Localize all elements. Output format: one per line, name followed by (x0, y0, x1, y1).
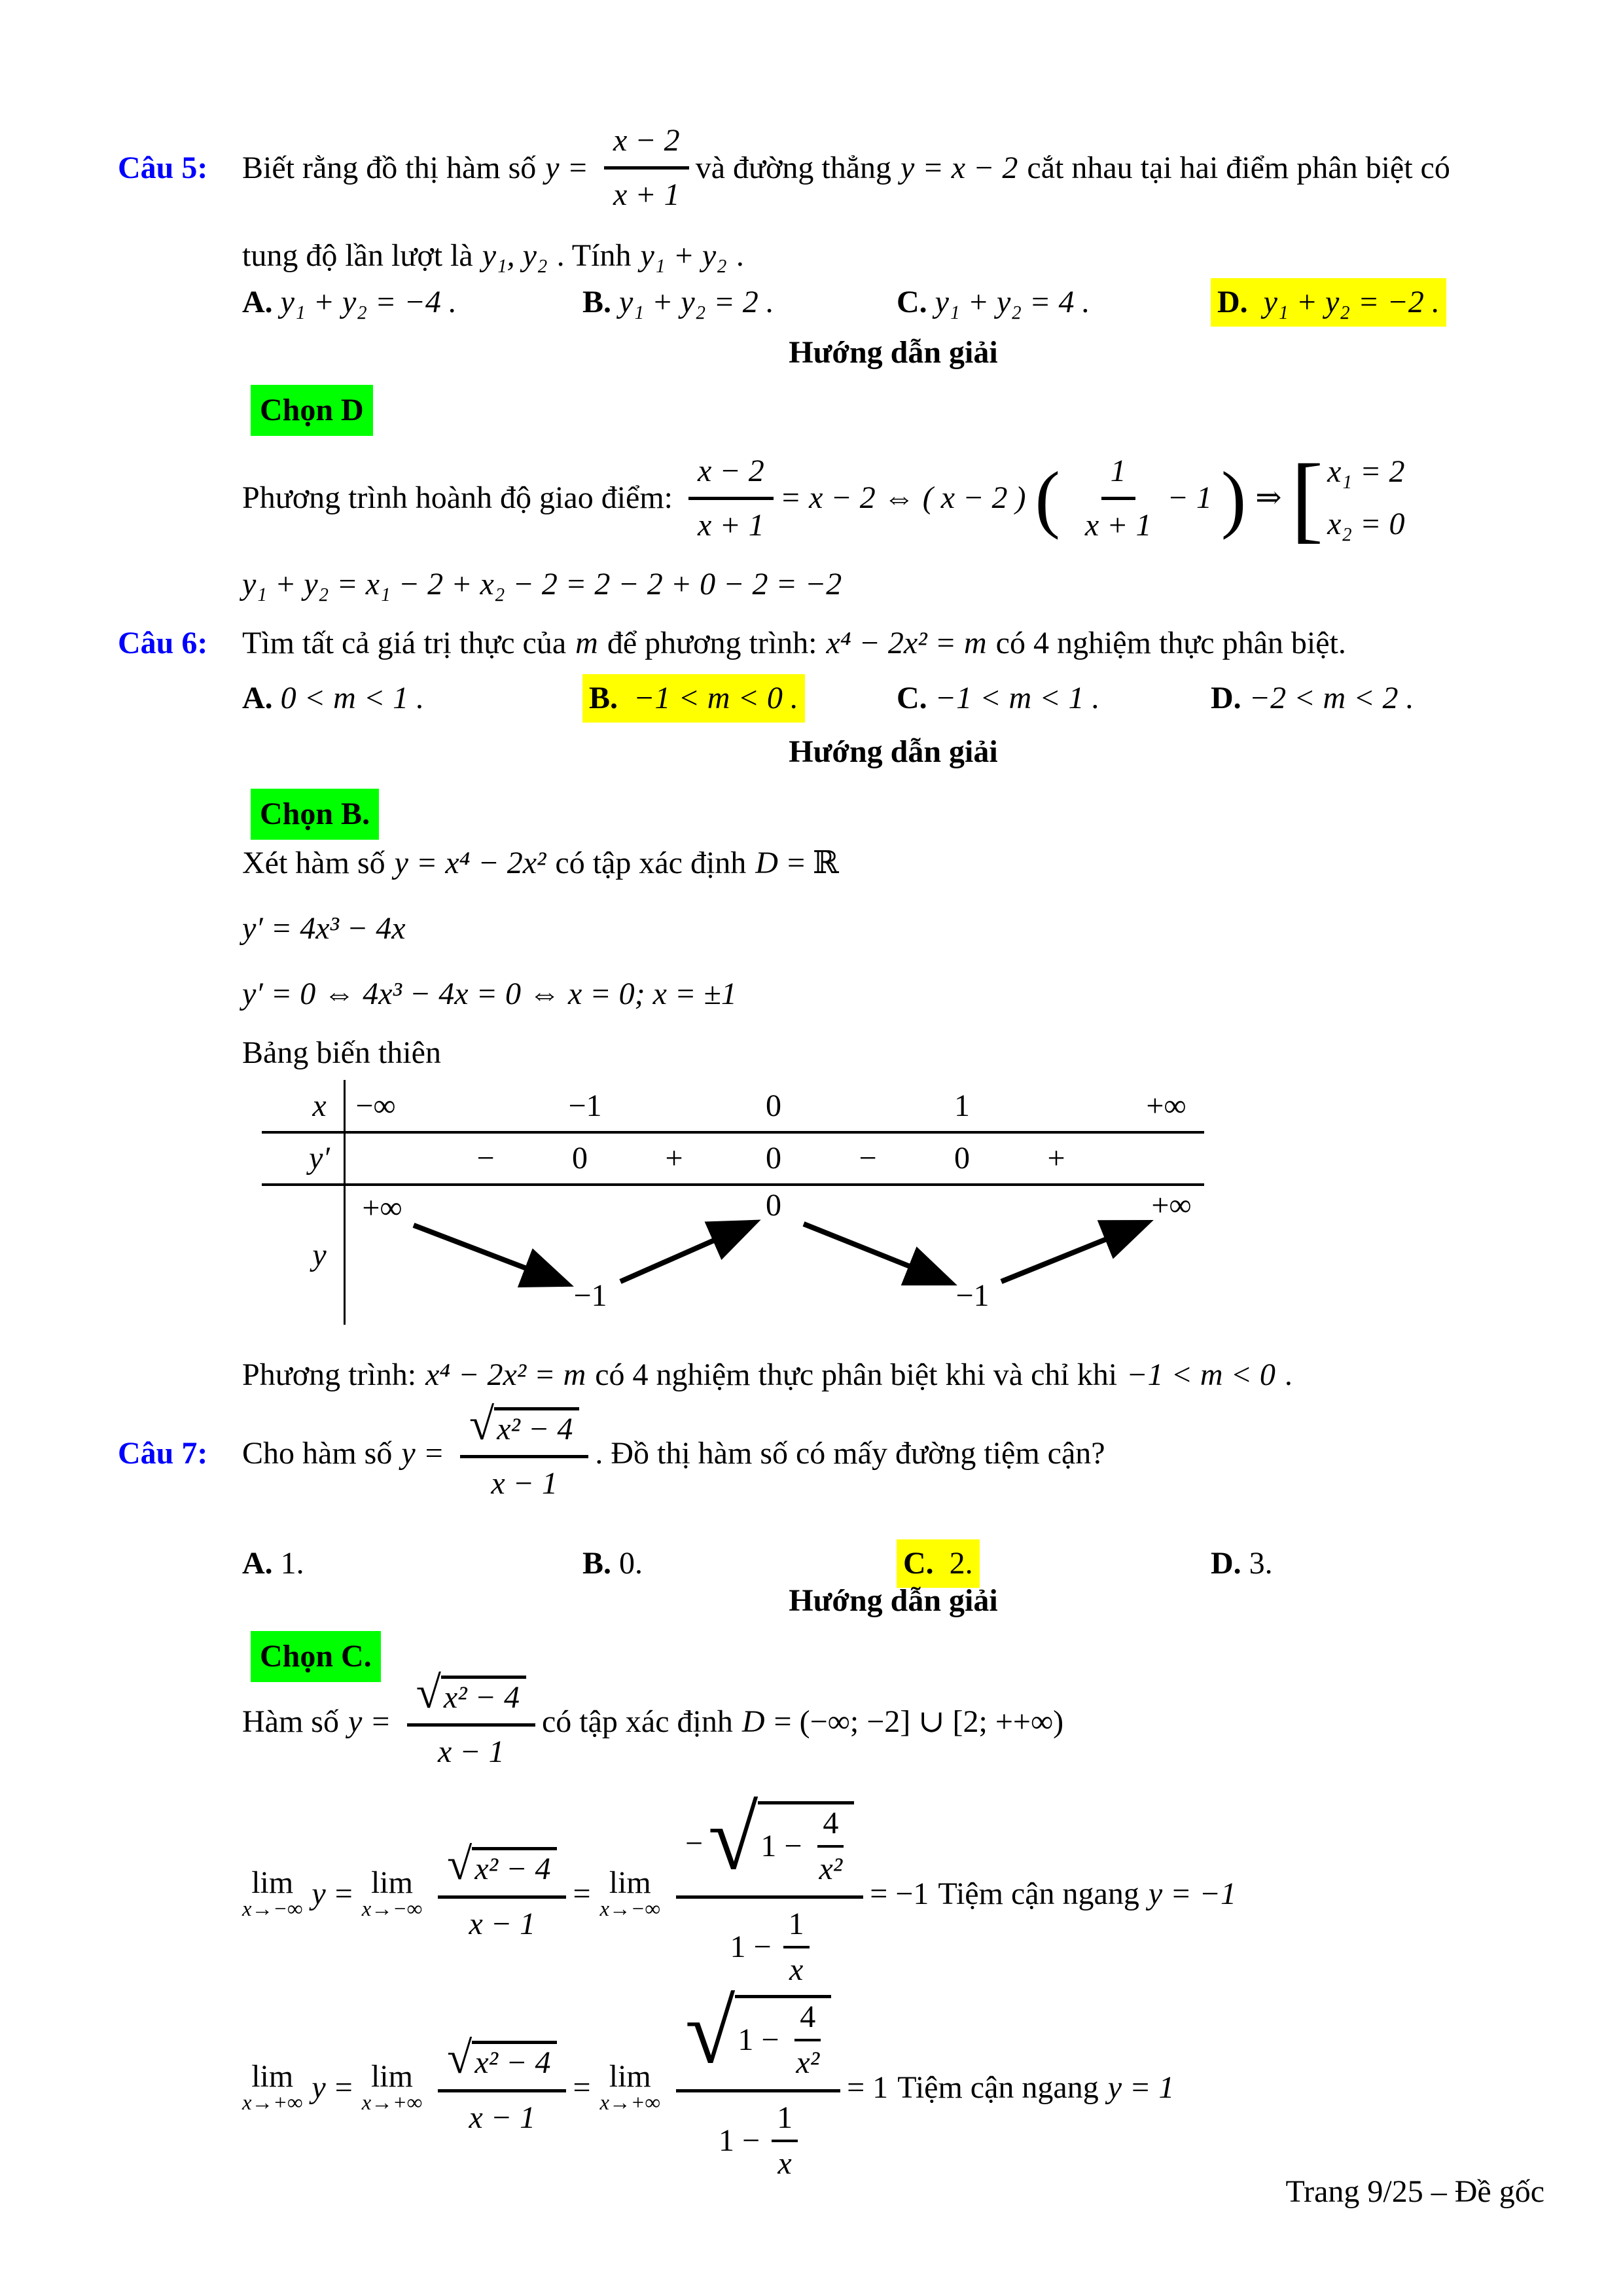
bbt-x-value: −1 (568, 1088, 602, 1123)
option-key: C. (897, 285, 927, 319)
square-root (685, 1982, 831, 2083)
fraction-denominator (709, 2092, 807, 2181)
q6-concl-inequality: −1 < m < 0 (1126, 1357, 1275, 1392)
limit-operator (242, 2061, 302, 2114)
inner-fraction (772, 2102, 798, 2181)
q5-choice (251, 385, 373, 436)
option-text: −1 < m < 0 . (633, 681, 798, 715)
q7-limit-line-pos (242, 1982, 1183, 2181)
q5-option-c (897, 282, 1211, 323)
bbt-yprime-sign: − (859, 1140, 877, 1175)
q6-option-a (242, 678, 582, 719)
q6-stem-b: để phương trình: (607, 626, 817, 660)
bbt-yprime-label: y′ (309, 1140, 330, 1175)
q5-stem2-sum: y₁ + y₂ (640, 238, 727, 273)
big-fraction (676, 1788, 863, 1988)
choice-highlight: Chọn C. (251, 1631, 381, 1682)
q7-stem-b: . Đồ thị hàm số có mấy đường tiệm cận? (595, 1436, 1105, 1471)
q7-stem (118, 1399, 1115, 1501)
q5-stem2-end: . (736, 238, 744, 273)
y-variable: y (312, 1876, 326, 1911)
choice-highlight: Chọn D (251, 385, 373, 436)
q7-limit-line-neg (242, 1788, 1245, 1988)
q6-concl-end: . (1284, 1357, 1293, 1392)
fraction-denominator: x + 1 (698, 507, 764, 543)
limit-result: = −1 (870, 1876, 929, 1911)
fraction-numerator: 1 (1101, 455, 1135, 500)
lim-word: lim (251, 2059, 294, 2094)
q5-line-equation: y = x − 2 (901, 150, 1018, 185)
bbt-y-value: −1 (955, 1278, 990, 1313)
bbt-x-value: 1 (954, 1088, 970, 1123)
bbt-y-value: +∞ (1151, 1187, 1192, 1223)
fraction-numerator (438, 2033, 566, 2092)
option-key: B. (582, 285, 612, 319)
q7-stem-a: Cho hàm số (242, 1436, 393, 1471)
answer-highlight (582, 674, 805, 723)
bbt-yprime-sign: − (476, 1140, 495, 1175)
q7-sol1-a: Hàm số (242, 1704, 339, 1740)
q7-solution-heading: Hướng dẫn giải (789, 1583, 998, 1618)
equals-sign: = (334, 2070, 353, 2105)
q7-label: Câu 7: (118, 1436, 208, 1471)
fraction-numerator: 1 (772, 2102, 798, 2142)
asymptote-text: Tiệm cận ngang (897, 2070, 1099, 2105)
fraction-numerator (407, 1668, 535, 1727)
q5-sol-mid: = x − 2 ⇔ ( x − 2 ) (779, 480, 1026, 516)
page-footer: Trang 9/25 – Đề gốc (1285, 2174, 1544, 2209)
inner-fraction (813, 1807, 847, 1886)
bbt-yprime-sign: + (665, 1140, 683, 1175)
choice-highlight: Chọn B. (251, 789, 379, 840)
q6-sol1-equation: y = x⁴ − 2x² (394, 846, 546, 880)
option-key: D. (1211, 681, 1241, 715)
fraction-denominator: x² (819, 1852, 843, 1887)
option-key: A. (242, 681, 273, 715)
q6-sol1-domain: = ℝ (787, 846, 839, 880)
cases-bracket: [ (1291, 444, 1324, 552)
q5-stem-line2 (242, 236, 753, 276)
q7-option-b (582, 1543, 897, 1584)
lim-subscript: x→+∞ (242, 2091, 303, 2115)
lim-subscript: x→−∞ (599, 1897, 660, 1922)
bbt-yprime-sign: 0 (954, 1140, 970, 1175)
square-root (447, 1839, 557, 1890)
q5-stem2-y12: y₁, y₂ (482, 238, 548, 273)
fraction (438, 1839, 566, 1941)
option-text: y₁ + y₂ = −4 . (280, 285, 457, 319)
radical-sign: √ (685, 1982, 736, 2083)
fraction-denominator: x (789, 1952, 804, 1988)
option-key: C. (903, 1546, 934, 1581)
one-minus: 1 − (718, 2123, 760, 2158)
case-2: x₂ = 0 (1327, 507, 1405, 542)
option-text: −1 < m < 1 . (935, 681, 1100, 715)
fraction-numerator (438, 1839, 566, 1898)
fraction-numerator: 1 (783, 1908, 810, 1948)
option-text: y₁ + y₂ = 2 . (619, 285, 774, 319)
q7-sol-fraction (407, 1668, 535, 1770)
q7-sol-line1 (242, 1668, 1073, 1770)
implies-arrow: ⇒ (1255, 480, 1282, 516)
equals-sign: = (334, 1876, 353, 1911)
big-left-paren: ( (1035, 456, 1060, 541)
radicand: x² − 4 (441, 1676, 526, 1714)
fraction-denominator: x + 1 (1084, 507, 1152, 543)
one-minus: 1 − (738, 2022, 779, 2058)
option-text: 0. (619, 1546, 643, 1581)
option-text: −2 < m < 2 . (1249, 681, 1414, 715)
inner-fraction (791, 2001, 825, 2080)
fraction-numerator: x − 2 (688, 455, 774, 500)
big-fraction (676, 1982, 840, 2181)
bbt-yprime-sign: + (1047, 1140, 1065, 1175)
lim-word: lim (251, 1865, 294, 1901)
option-text: 2. (949, 1546, 973, 1581)
lim-word: lim (609, 1865, 651, 1901)
q5-stem-fraction (604, 124, 689, 212)
q7-option-a (242, 1543, 582, 1584)
q6-sol1-b: có tập xác định (555, 846, 747, 880)
radical-sign: √ (447, 2033, 473, 2084)
q7-y-equals: y = (401, 1436, 445, 1471)
q5-solution-heading: Hướng dẫn giải (789, 335, 998, 370)
fraction-denominator: x − 1 (469, 1906, 536, 1941)
q6-stem-m: m (575, 626, 598, 660)
limit-result: = 1 (847, 2070, 889, 2105)
q6-conclusion (242, 1355, 1302, 1395)
q6-label: Câu 6: (118, 626, 208, 660)
q5-stem-mid: và đường thẳng (695, 150, 892, 185)
option-text: y₁ + y₂ = 4 . (935, 285, 1090, 319)
variation-table (262, 1080, 1204, 1329)
limit-operator (362, 2061, 422, 2114)
option-key: A. (242, 1546, 273, 1581)
lim-word: lim (370, 1865, 413, 1901)
fraction-denominator: x − 1 (469, 2100, 536, 2135)
case-1: x₁ = 2 (1327, 454, 1405, 489)
option-key: D. (1217, 285, 1248, 319)
q7-sol1-b: có tập xác định (541, 1704, 733, 1740)
q5-inner-tail: − 1 (1167, 480, 1212, 516)
q6-concl-a: Phương trình: (242, 1357, 417, 1392)
lim-subscript: x→+∞ (361, 2091, 423, 2115)
q6-sol1-domain-var: D (755, 846, 778, 880)
bbt-arrows (262, 1080, 1204, 1329)
q7-stem-fraction (460, 1399, 588, 1501)
fraction-numerator (676, 1982, 840, 2092)
q5-option-b (582, 282, 897, 323)
radicand (735, 1995, 831, 2080)
q7-domain-var: D (741, 1704, 765, 1740)
q6-solution-heading: Hướng dẫn giải (789, 734, 998, 769)
q6-derivative-line: y′ = 4x³ − 4x (242, 911, 406, 946)
bbt-yprime-sign: 0 (766, 1140, 781, 1175)
lim-word: lim (609, 2059, 651, 2094)
q6-bbt-title: Bảng biến thiên (242, 1035, 441, 1070)
radicand (758, 1801, 854, 1886)
q7-y-equals: y = (348, 1704, 391, 1740)
bbt-x-value: 0 (766, 1088, 781, 1123)
asymptote-text: Tiệm cận ngang (938, 1876, 1139, 1911)
one-minus: 1 − (760, 1829, 802, 1864)
fraction-numerator: x − 2 (604, 124, 689, 170)
q7-domain: = (−∞; −2] ∪ [2; ++∞) (774, 1704, 1064, 1740)
bbt-y-value: 0 (766, 1187, 781, 1223)
square-root (469, 1399, 579, 1450)
fraction-numerator (676, 1788, 863, 1899)
big-right-paren: ) (1221, 456, 1247, 541)
fraction-numerator: 4 (794, 2001, 821, 2041)
q5-option-a (242, 282, 582, 323)
q7-choice (251, 1631, 381, 1682)
fraction-numerator: 4 (817, 1807, 844, 1848)
bbt-x-label: x (312, 1088, 327, 1123)
limit-operator (600, 2061, 660, 2114)
option-key: D. (1211, 1546, 1241, 1581)
q5-sum-line: y₁ + y₂ = x₁ − 2 + x₂ − 2 = 2 − 2 + 0 − 2 = −2 (242, 567, 842, 601)
q5-stem-after: cắt nhau tại hai điểm phân biệt có (1027, 150, 1450, 185)
q5-y-equals: y = (545, 150, 588, 185)
equals-sign: = (573, 1876, 591, 1911)
q5-stem-before: Biết rằng đồ thị hàm số (242, 150, 537, 185)
option-key: B. (582, 1546, 612, 1581)
option-text: 3. (1249, 1546, 1273, 1581)
fraction (1076, 455, 1161, 543)
limit-operator (362, 1867, 422, 1920)
q5-stem-line1 (118, 124, 1459, 212)
option-text: y₁ + y₂ = −2 . (1263, 285, 1440, 319)
bbt-x-value: +∞ (1146, 1088, 1186, 1123)
q6-stem-equation: x⁴ − 2x² = m (826, 626, 987, 660)
radicand: x² − 4 (494, 1407, 579, 1446)
q6-option-b-correct (582, 674, 897, 723)
answer-highlight (1211, 278, 1446, 327)
radical-sign: √ (416, 1668, 441, 1718)
q6-concl-b: có 4 nghiệm thực phân biệt khi và chỉ khi (595, 1357, 1118, 1392)
q6-choice (251, 789, 379, 840)
option-key: B. (589, 681, 618, 715)
fraction (688, 455, 774, 543)
square-root (416, 1668, 526, 1718)
q6-stem-a: Tìm tất cả giá trị thực của (242, 626, 567, 660)
fraction-denominator: x − 1 (437, 1734, 505, 1770)
q6-concl-equation: x⁴ − 2x² = m (425, 1357, 586, 1392)
bbt-y-value: −1 (573, 1278, 607, 1313)
q6-option-d (1211, 678, 1544, 719)
asymptote-equation: y = −1 (1148, 1876, 1236, 1911)
fraction (438, 2033, 566, 2135)
fraction-denominator: x + 1 (613, 177, 680, 213)
bbt-y-value: +∞ (362, 1190, 402, 1225)
square-root (447, 2033, 557, 2084)
cases-column (1327, 452, 1404, 545)
radical-sign: √ (447, 1839, 473, 1890)
q6-sol-line1 (242, 843, 848, 884)
y-variable: y (312, 2070, 326, 2105)
lim-subscript: x→+∞ (599, 2091, 660, 2115)
q5-sol-intro: Phương trình hoành độ giao điểm: (242, 480, 673, 516)
q5-option-d-correct (1211, 278, 1544, 327)
equals-sign: = (573, 2070, 591, 2105)
q5-solution-equation (242, 444, 1414, 552)
radicand: x² − 4 (472, 1847, 557, 1886)
fraction-denominator (721, 1899, 819, 1987)
option-text: 0 < m < 1 . (280, 681, 425, 715)
q6-stem-c: có 4 nghiệm thực phân biệt. (995, 626, 1346, 660)
minus-sign: − (685, 1825, 704, 1861)
lim-word: lim (370, 2059, 413, 2094)
limit-operator (600, 1867, 660, 1920)
q6-options (242, 674, 1544, 723)
q6-sol1-a: Xét hàm số (242, 846, 385, 880)
fraction-denominator: x² (796, 2045, 820, 2081)
option-key: A. (242, 285, 273, 319)
q5-options (242, 278, 1544, 327)
q6-stem (118, 623, 1355, 664)
lim-subscript: x→−∞ (361, 1897, 423, 1922)
option-text: 1. (280, 1546, 304, 1581)
q5-stem2-a: tung độ lần lượt là (242, 238, 473, 273)
q6-option-c (897, 678, 1211, 719)
radical-sign: √ (469, 1399, 495, 1450)
one-minus: 1 − (730, 1929, 772, 1964)
q5-stem2-b: . Tính (556, 238, 632, 273)
q6-derivative-zero-line: y′ = 0 ⇔ 4x³ − 4x = 0 ⇔ x = 0; x = ±1 (242, 977, 737, 1011)
fraction-numerator (460, 1399, 588, 1458)
cases-system (1291, 444, 1405, 552)
radical-sign: √ (708, 1788, 758, 1889)
fraction-denominator: x (777, 2146, 792, 2181)
limit-operator (242, 1867, 302, 1920)
lim-subscript: x→−∞ (242, 1897, 303, 1922)
bbt-yprime-sign: 0 (572, 1140, 588, 1175)
inner-fraction (783, 1908, 810, 1987)
option-key: C. (897, 681, 927, 715)
bbt-y-label: y (312, 1237, 327, 1272)
fraction-denominator: x − 1 (491, 1466, 558, 1501)
bbt-x-value: −∞ (355, 1088, 396, 1123)
q5-label: Câu 5: (118, 150, 208, 185)
square-root (708, 1788, 854, 1889)
q7-option-d (1211, 1543, 1544, 1584)
asymptote-equation: y = 1 (1107, 2070, 1175, 2105)
radicand: x² − 4 (472, 2041, 557, 2079)
